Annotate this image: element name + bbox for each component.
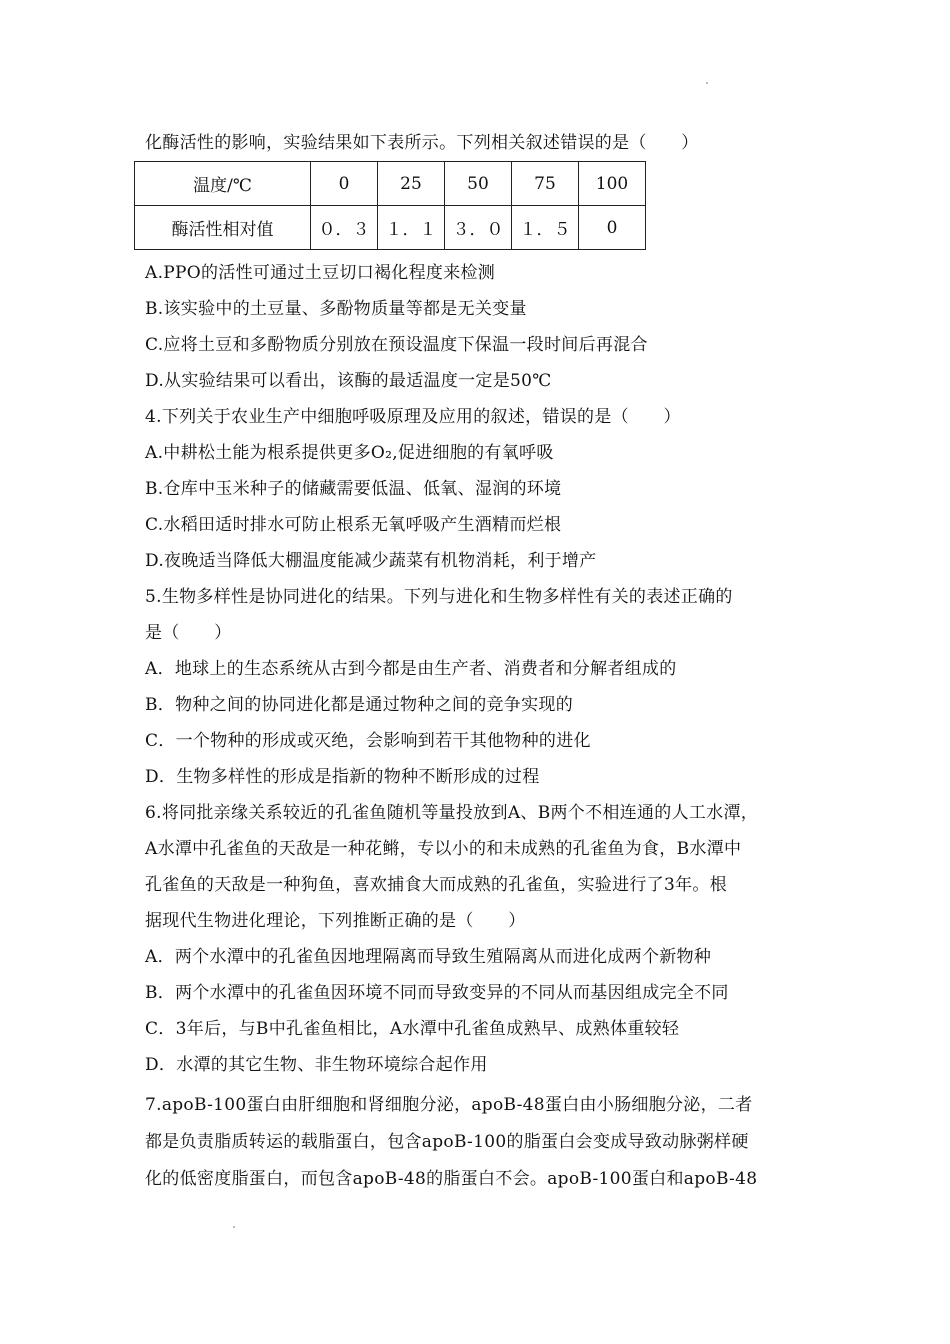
q6-stem-line: 6.将同批亲缘关系较近的孔雀鱼随机等量投放到A、B两个不相连通的人工水潭， xyxy=(145,803,759,823)
q6-option-a: A．两个水潭中的孔雀鱼因地理隔离而导致生殖隔离从而进化成两个新物种 xyxy=(145,947,712,967)
q5-stem-line: 是（ ） xyxy=(145,623,232,643)
q6-stem-line: A水潭中孔雀鱼的天敌是一种花鳉，专以小的和未成熟的孔雀鱼为食，B水潭中 xyxy=(145,839,742,859)
row-header-activity: 酶活性相对值 xyxy=(135,206,311,250)
q3-option-b: B.该实验中的土豆量、多酚物质量等都是无关变量 xyxy=(145,299,527,319)
q3-option-c: C.应将土豆和多酚物质分别放在预设温度下保温一段时间后再混合 xyxy=(145,335,648,355)
table-cell: 25 xyxy=(378,162,445,206)
row-header-temperature: 温度/℃ xyxy=(135,162,311,206)
q5-option-a: A．地球上的生态系统从古到今都是由生产者、消费者和分解者组成的 xyxy=(145,659,677,679)
q5-option-c: C．一个物种的形成或灭绝，会影响到若干其他物种的进化 xyxy=(145,731,591,751)
q5-option-b: B．物种之间的协同进化都是通过物种之间的竞争实现的 xyxy=(145,695,573,715)
scan-mark xyxy=(706,82,708,84)
q6-stem-line: 孔雀鱼的天敌是一种狗鱼，喜欢捕食大而成熟的孔雀鱼，实验进行了3年。根 xyxy=(145,875,728,895)
q4-option-c: C.水稻田适时排水可防止根系无氧呼吸产生酒精而烂根 xyxy=(145,515,562,535)
table-cell: 75 xyxy=(512,162,579,206)
scan-mark xyxy=(233,1226,235,1228)
question-intro: 化酶活性的影响，实验结果如下表所示。下列相关叙述错误的是（ ） xyxy=(145,133,699,153)
q6-stem-line: 据现代生物进化理论，下列推断正确的是（ ） xyxy=(145,911,526,931)
q4-stem: 4.下列关于农业生产中细胞呼吸原理及应用的叙述，错误的是（ ） xyxy=(145,407,681,427)
table-cell: 100 xyxy=(579,162,646,206)
table-cell: １．５ xyxy=(512,206,579,250)
q4-option-a: A.中耕松土能为根系提供更多O₂,促进细胞的有氧呼吸 xyxy=(145,443,554,463)
enzyme-activity-table xyxy=(134,161,646,250)
q6-option-d: D．水潭的其它生物、非生物环境综合起作用 xyxy=(145,1055,488,1075)
q5-stem-line: 5.生物多样性是协同进化的结果。下列与进化和生物多样性有关的表述正确的 xyxy=(145,587,733,607)
q4-option-b: B.仓库中玉米种子的储藏需要低温、低氧、湿润的环境 xyxy=(145,479,562,499)
q4-option-d: D.夜晚适当降低大棚温度能减少蔬菜有机物消耗，利于增产 xyxy=(145,551,597,571)
q3-option-d: D.从实验结果可以看出，该酶的最适温度一定是50℃ xyxy=(145,371,552,391)
q3-option-a: A.PPO的活性可通过土豆切口褐化程度来检测 xyxy=(145,263,496,283)
table-cell: ０．３ xyxy=(311,206,378,250)
table-cell: 0 xyxy=(579,206,646,250)
q6-option-c: C．3年后，与B中孔雀鱼相比，A水潭中孔雀鱼成熟早、成熟体重较轻 xyxy=(145,1019,680,1039)
table-row xyxy=(135,206,646,250)
q6-option-b: B．两个水潭中的孔雀鱼因环境不同而导致变异的不同从而基因组成完全不同 xyxy=(145,983,729,1003)
table-cell: 0 xyxy=(311,162,378,206)
q7-stem-line: 都是负责脂质转运的载脂蛋白，包含apoB-100的脂蛋白会变成导致动脉粥样硬 xyxy=(145,1132,749,1152)
table-cell: ３．０ xyxy=(445,206,512,250)
table-cell: 50 xyxy=(445,162,512,206)
q7-stem-line: 化的低密度脂蛋白，而包含apoB-48的脂蛋白不会。apoB-100蛋白和apoB-48 xyxy=(145,1169,758,1189)
table-cell: １．１ xyxy=(378,206,445,250)
q7-stem-line: 7.apoB-100蛋白由肝细胞和肾细胞分泌，apoB-48蛋白由小肠细胞分泌，二者 xyxy=(145,1095,753,1115)
table-row xyxy=(135,162,646,206)
q5-option-d: D．生物多样性的形成是指新的物种不断形成的过程 xyxy=(145,767,540,787)
